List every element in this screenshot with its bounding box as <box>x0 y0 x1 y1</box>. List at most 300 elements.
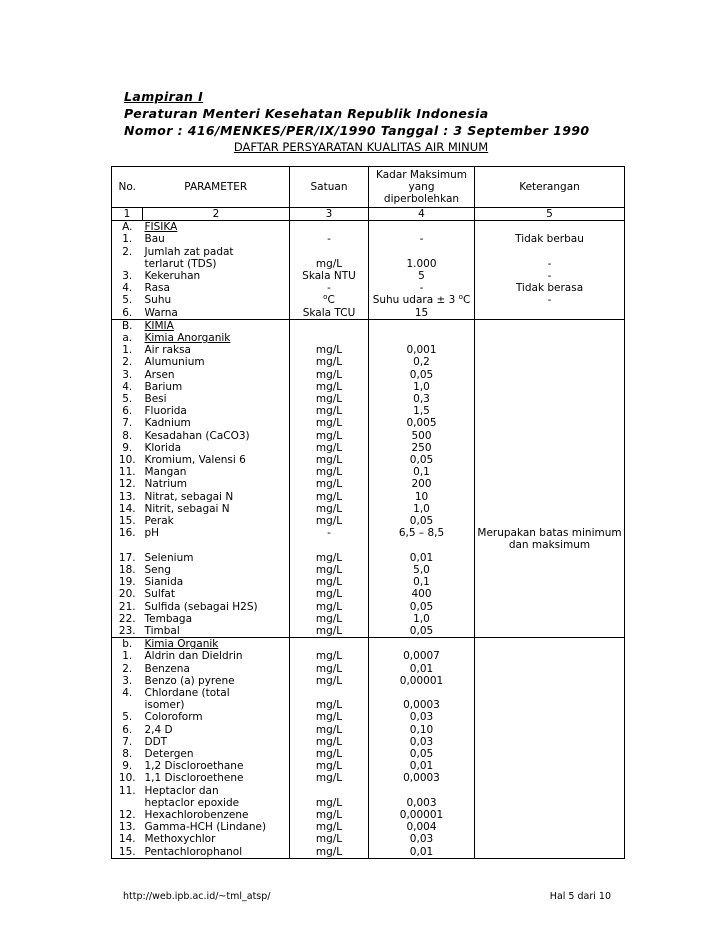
row-remark <box>475 319 625 332</box>
row-unit: mg/L <box>290 503 369 515</box>
row-unit: - <box>290 527 369 539</box>
row-remark <box>475 356 625 368</box>
row-number: 4. <box>112 282 143 294</box>
requirements-table <box>111 166 625 859</box>
row-unit: Skala TCU <box>290 307 369 320</box>
row-remark <box>475 650 625 662</box>
row-number: 1. <box>112 650 143 662</box>
table-row <box>112 699 625 711</box>
row-max-level: 0,05 <box>369 454 475 466</box>
row-number: 14. <box>112 833 143 845</box>
row-unit: mg/L <box>290 442 369 454</box>
row-unit <box>290 539 369 551</box>
row-parameter: Klorida <box>144 441 182 454</box>
row-remark: Tidak berbau <box>475 233 625 245</box>
table-row <box>112 833 625 845</box>
row-number: a. <box>112 332 143 344</box>
row-max-level: 0,00001 <box>369 809 475 821</box>
row-max-level: 1,0 <box>369 613 475 625</box>
row-unit: mg/L <box>290 564 369 576</box>
table-row <box>112 760 625 772</box>
row-max-level <box>369 319 475 332</box>
row-remark <box>475 687 625 699</box>
row-parameter: Nitrat, sebagai N <box>144 490 234 503</box>
row-parameter: pH <box>144 527 160 540</box>
col-header-parameter: PARAMETER <box>143 167 290 208</box>
row-unit: mg/L <box>290 491 369 503</box>
col-header-no: No. <box>112 167 143 208</box>
row-remark <box>475 246 625 258</box>
row-parameter: Besi <box>144 393 167 406</box>
table-row <box>112 821 625 833</box>
row-remark <box>475 454 625 466</box>
row-max-level: 0,05 <box>369 748 475 760</box>
row-unit: mg/L <box>290 821 369 833</box>
table-row <box>112 527 625 539</box>
row-remark <box>475 724 625 736</box>
row-max-level: 5 <box>369 270 475 282</box>
row-remark <box>475 821 625 833</box>
row-remark <box>475 405 625 417</box>
row-unit: mg/L <box>290 675 369 687</box>
table-title: DAFTAR PERSYARATAN KUALITAS AIR MINUM <box>233 140 489 154</box>
col-header-satuan: Satuan <box>290 167 369 208</box>
table-row <box>112 638 625 651</box>
row-number: 6. <box>112 307 143 320</box>
row-remark <box>475 638 625 651</box>
row-remark <box>475 564 625 576</box>
row-unit: mg/L <box>290 711 369 723</box>
header-line-2: Peraturan Menteri Kesehatan Republik Indonesia <box>124 106 489 121</box>
row-unit: mg/L <box>290 699 369 711</box>
row-parameter: Benzena <box>144 662 190 675</box>
row-number: 3. <box>112 270 143 282</box>
row-max-level: 0,3 <box>369 393 475 405</box>
row-number: 1. <box>112 344 143 356</box>
row-remark <box>475 503 625 515</box>
table-row <box>112 588 625 600</box>
row-unit: mg/L <box>290 478 369 490</box>
row-unit: mg/L <box>290 724 369 736</box>
row-max-level: 0,003 <box>369 797 475 809</box>
row-parameter: Alumunium <box>144 356 205 369</box>
row-max-level: Suhu udara ± 3 $^o$C <box>369 294 475 306</box>
row-unit: Skala NTU <box>290 270 369 282</box>
row-parameter: Sulfida (sebagai H2S) <box>144 600 258 613</box>
row-parameter: Warna <box>144 306 178 319</box>
row-number: 15. <box>112 846 143 859</box>
row-max-level: 6,5 – 8,5 <box>369 527 475 539</box>
table-row <box>112 466 625 478</box>
row-number: 8. <box>112 430 143 442</box>
row-unit: mg/L <box>290 552 369 564</box>
row-parameter: Kekeruhan <box>144 270 201 283</box>
row-parameter: Coloroform <box>144 711 203 724</box>
row-parameter: Suhu <box>144 294 172 307</box>
row-max-level: 0,01 <box>369 663 475 675</box>
table-row <box>112 515 625 527</box>
row-max-level: 0,005 <box>369 417 475 429</box>
row-number: 2. <box>112 356 143 368</box>
table-row <box>112 625 625 638</box>
table-row <box>112 601 625 613</box>
row-unit: mg/L <box>290 588 369 600</box>
row-max-level: 1,0 <box>369 381 475 393</box>
row-unit: mg/L <box>290 846 369 859</box>
row-max-level: 0,05 <box>369 601 475 613</box>
row-max-level: 0,05 <box>369 625 475 638</box>
row-number: 19. <box>112 576 143 588</box>
row-max-level <box>369 785 475 797</box>
table-row <box>112 576 625 588</box>
row-parameter: Kesadahan (CaCO3) <box>144 429 250 442</box>
row-parameter: Sianida <box>144 576 184 589</box>
row-parameter: Nitrit, sebagai N <box>144 502 230 515</box>
row-parameter: Chlordane (total <box>144 686 230 699</box>
row-parameter: Selenium <box>144 551 194 564</box>
row-parameter: 1,2 Discloroethane <box>144 760 244 773</box>
row-parameter: FISIKA <box>144 221 178 234</box>
row-remark <box>475 515 625 527</box>
table-row <box>112 809 625 821</box>
row-unit: mg/L <box>290 381 369 393</box>
row-remark <box>475 785 625 797</box>
row-number: 3. <box>112 675 143 687</box>
row-number: A. <box>112 221 143 234</box>
table-row <box>112 258 625 270</box>
row-number: 2. <box>112 663 143 675</box>
table-row <box>112 797 625 809</box>
row-parameter: Kimia Organik <box>143 638 290 651</box>
row-max-level: 0,2 <box>369 356 475 368</box>
row-unit: mg/L <box>290 405 369 417</box>
row-unit: mg/L <box>290 258 369 270</box>
row-remark <box>475 381 625 393</box>
row-parameter: Natrium <box>144 478 188 491</box>
table-row <box>112 687 625 699</box>
document-header <box>124 88 590 139</box>
row-max-level: 0,03 <box>369 711 475 723</box>
row-parameter: Perak <box>144 515 174 528</box>
row-parameter: isomer) <box>144 699 185 712</box>
row-remark <box>475 332 625 344</box>
row-unit: mg/L <box>290 356 369 368</box>
table-row <box>112 246 625 258</box>
row-max-level: 0,03 <box>369 736 475 748</box>
row-max-level: 0,0003 <box>369 772 475 784</box>
row-remark <box>475 491 625 503</box>
table-row <box>112 270 625 282</box>
column-number-row <box>112 208 625 221</box>
row-number: 7. <box>112 417 143 429</box>
row-max-level: 0,01 <box>369 552 475 564</box>
row-parameter: Aldrin dan Dieldrin <box>144 650 243 663</box>
row-remark <box>475 417 625 429</box>
row-unit: $^o$C <box>290 294 369 306</box>
table-row <box>112 772 625 784</box>
row-parameter: Detergen <box>144 747 194 760</box>
row-unit: mg/L <box>290 736 369 748</box>
row-number: 20. <box>112 588 143 600</box>
row-parameter: 2,4 D <box>144 723 173 736</box>
row-parameter: Tembaga <box>144 612 193 625</box>
row-unit: mg/L <box>290 369 369 381</box>
row-number: 1. <box>112 233 143 245</box>
row-remark <box>475 760 625 772</box>
row-remark <box>475 663 625 675</box>
row-parameter: Seng <box>144 563 171 576</box>
row-remark <box>475 736 625 748</box>
col-header-keterangan: Keterangan <box>475 167 625 208</box>
row-number: b. <box>112 638 143 651</box>
row-unit: mg/L <box>290 515 369 527</box>
row-number <box>112 258 143 270</box>
row-max-level: 0,01 <box>369 760 475 772</box>
row-remark <box>475 588 625 600</box>
row-number: B. <box>112 319 143 332</box>
row-unit: mg/L <box>290 466 369 478</box>
row-remark <box>475 307 625 320</box>
row-remark <box>475 442 625 454</box>
row-number: 6. <box>112 405 143 417</box>
table-row <box>112 405 625 417</box>
row-max-level: 0,10 <box>369 724 475 736</box>
row-max-level: 0,1 <box>369 466 475 478</box>
row-max-level: - <box>369 282 475 294</box>
row-parameter: Gamma-HCH (Lindane) <box>144 821 267 834</box>
table-row <box>112 393 625 405</box>
row-parameter: Heptaclor dan <box>144 784 219 797</box>
row-number <box>112 539 143 551</box>
header-line-1: Lampiran I <box>124 89 204 104</box>
row-number: 21. <box>112 601 143 613</box>
row-remark: - <box>475 258 625 270</box>
table-row <box>112 711 625 723</box>
table-row <box>112 344 625 356</box>
table-row <box>112 663 625 675</box>
row-number: 6. <box>112 724 143 736</box>
table-row <box>112 675 625 687</box>
row-parameter: Kromium, Valensi 6 <box>144 454 246 467</box>
row-max-level: 1.000 <box>369 258 475 270</box>
table-row <box>112 454 625 466</box>
row-max-level <box>369 221 475 234</box>
row-remark: Merupakan batas minimum <box>475 527 625 539</box>
row-unit: - <box>290 233 369 245</box>
row-parameter: KIMIA <box>143 319 290 332</box>
row-max-level: 10 <box>369 491 475 503</box>
table-row <box>112 724 625 736</box>
row-number: 11. <box>112 785 143 797</box>
row-number: 13. <box>112 821 143 833</box>
table-row <box>112 233 625 245</box>
header-line-3: Nomor : 416/MENKES/PER/IX/1990 Tanggal : 3 September 1990 <box>124 123 590 138</box>
row-unit <box>290 638 369 651</box>
row-remark: dan maksimum <box>475 539 625 551</box>
row-unit <box>290 246 369 258</box>
row-unit: mg/L <box>290 613 369 625</box>
row-number <box>112 699 143 711</box>
table-row <box>112 846 625 859</box>
row-unit: mg/L <box>290 430 369 442</box>
row-number: 2. <box>112 246 143 258</box>
row-parameter: Kadnium <box>144 417 191 430</box>
row-max-level <box>369 246 475 258</box>
row-unit <box>290 332 369 344</box>
row-unit: mg/L <box>290 393 369 405</box>
row-unit: mg/L <box>290 760 369 772</box>
row-max-level: 0,01 <box>369 846 475 859</box>
table-title-wrap <box>0 140 728 154</box>
table-row <box>112 539 625 551</box>
row-unit <box>290 687 369 699</box>
row-parameter: Bau <box>144 233 165 246</box>
row-max-level: 15 <box>369 307 475 320</box>
row-unit: mg/L <box>290 454 369 466</box>
table-row <box>112 478 625 490</box>
row-remark <box>475 748 625 760</box>
table-row <box>112 442 625 454</box>
table-row <box>112 748 625 760</box>
row-number: 5. <box>112 711 143 723</box>
row-remark <box>475 576 625 588</box>
table-row <box>112 552 625 564</box>
table-row <box>112 369 625 381</box>
row-unit <box>290 221 369 234</box>
row-unit: - <box>290 282 369 294</box>
col-number: 3 <box>290 208 369 221</box>
row-parameter <box>143 539 290 551</box>
table-row <box>112 417 625 429</box>
row-max-level: - <box>369 233 475 245</box>
row-parameter: Barium <box>144 380 183 393</box>
row-parameter: DDT <box>144 735 168 748</box>
row-number <box>112 797 143 809</box>
row-unit: mg/L <box>290 625 369 638</box>
row-unit: mg/L <box>290 417 369 429</box>
row-parameter: terlarut (TDS) <box>144 257 217 270</box>
row-parameter: Timbal <box>144 624 180 637</box>
row-number: 8. <box>112 748 143 760</box>
row-remark <box>475 833 625 845</box>
row-max-level: 5,0 <box>369 564 475 576</box>
row-unit: mg/L <box>290 650 369 662</box>
row-number: 7. <box>112 736 143 748</box>
row-parameter: Rasa <box>144 282 170 295</box>
row-max-level: 0,001 <box>369 344 475 356</box>
row-max-level <box>369 638 475 651</box>
row-remark: Tidak berasa <box>475 282 625 294</box>
row-remark <box>475 797 625 809</box>
table-header-row <box>112 167 625 208</box>
row-max-level: 0,0007 <box>369 650 475 662</box>
row-remark: - <box>475 294 625 306</box>
row-number: 22. <box>112 613 143 625</box>
row-max-level: 0,05 <box>369 369 475 381</box>
row-number: 12. <box>112 478 143 490</box>
row-number: 14. <box>112 503 143 515</box>
row-parameter: Arsen <box>144 368 175 381</box>
row-remark <box>475 478 625 490</box>
row-parameter: Fluorida <box>144 405 187 418</box>
row-number: 18. <box>112 564 143 576</box>
row-number: 9. <box>112 760 143 772</box>
row-unit: mg/L <box>290 344 369 356</box>
row-number: 5. <box>112 393 143 405</box>
row-unit: mg/L <box>290 797 369 809</box>
table-row <box>112 785 625 797</box>
row-max-level: 1,5 <box>369 405 475 417</box>
row-remark <box>475 699 625 711</box>
footer-page-number: Hal 5 dari 10 <box>549 891 611 902</box>
row-remark <box>475 466 625 478</box>
row-remark: - <box>475 270 625 282</box>
table-row <box>112 491 625 503</box>
table-row <box>112 356 625 368</box>
col-number: 5 <box>475 208 625 221</box>
row-remark <box>475 221 625 234</box>
row-unit <box>290 785 369 797</box>
table-row <box>112 503 625 515</box>
row-number: 10. <box>112 772 143 784</box>
row-unit: mg/L <box>290 601 369 613</box>
col-number: 2 <box>143 208 290 221</box>
row-parameter: Kimia Anorganik <box>144 332 231 345</box>
table-row <box>112 294 625 306</box>
row-unit: mg/L <box>290 772 369 784</box>
row-unit: mg/L <box>290 809 369 821</box>
table-row <box>112 650 625 662</box>
row-remark <box>475 772 625 784</box>
table-row <box>112 221 625 234</box>
row-max-level: 400 <box>369 588 475 600</box>
row-parameter: Pentachlorophanol <box>143 846 290 859</box>
row-max-level: 250 <box>369 442 475 454</box>
table-row <box>112 332 625 344</box>
row-remark <box>475 344 625 356</box>
row-max-level: 0,1 <box>369 576 475 588</box>
row-parameter: heptaclor epoxide <box>144 796 240 809</box>
col-header-kadar: Kadar Maksimum yang diperbolehkan <box>369 167 475 208</box>
row-number: 11. <box>112 466 143 478</box>
row-max-level: 0,0003 <box>369 699 475 711</box>
row-max-level: 0,00001 <box>369 675 475 687</box>
row-max-level: 0,05 <box>369 515 475 527</box>
row-number: 17. <box>112 552 143 564</box>
row-number: 4. <box>112 381 143 393</box>
row-unit: mg/L <box>290 833 369 845</box>
row-max-level: 0,03 <box>369 833 475 845</box>
row-max-level: 1,0 <box>369 503 475 515</box>
row-remark <box>475 613 625 625</box>
table-row <box>112 282 625 294</box>
row-unit <box>290 319 369 332</box>
row-parameter: Sulfat <box>144 588 175 601</box>
row-remark <box>475 809 625 821</box>
row-remark <box>475 430 625 442</box>
row-max-level: 200 <box>369 478 475 490</box>
row-number: 9. <box>112 442 143 454</box>
row-parameter: 1,1 Discloroethene <box>144 772 244 785</box>
row-max-level <box>369 687 475 699</box>
row-number: 3. <box>112 369 143 381</box>
row-unit: mg/L <box>290 576 369 588</box>
row-remark <box>475 625 625 638</box>
row-parameter: Air raksa <box>144 344 191 357</box>
row-max-level <box>369 332 475 344</box>
table-row <box>112 381 625 393</box>
row-remark <box>475 601 625 613</box>
